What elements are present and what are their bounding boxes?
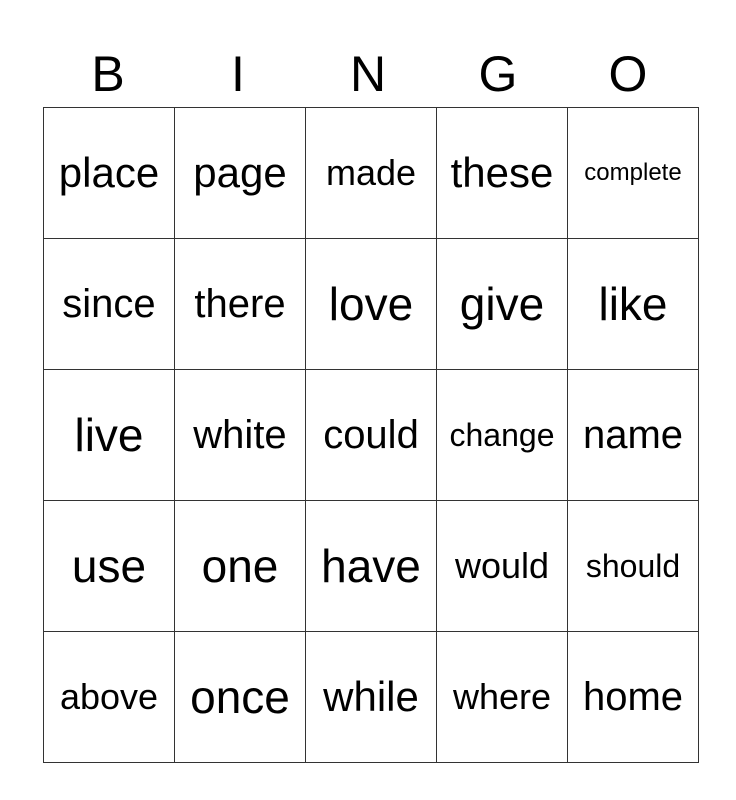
header-letter-b: B: [91, 46, 125, 102]
header-letter-o: O: [608, 46, 648, 102]
bingo-header: [43, 40, 693, 108]
bingo-cell[interactable]: made: [306, 108, 437, 239]
bingo-cell[interactable]: there: [175, 239, 306, 370]
bingo-cell[interactable]: home: [568, 632, 699, 763]
bingo-cell[interactable]: where: [437, 632, 568, 763]
bingo-cell[interactable]: white: [175, 370, 306, 501]
bingo-cell[interactable]: would: [437, 501, 568, 632]
bingo-cell[interactable]: could: [306, 370, 437, 501]
bingo-cell[interactable]: use: [44, 501, 175, 632]
bingo-cell[interactable]: while: [306, 632, 437, 763]
bingo-cell[interactable]: page: [175, 108, 306, 239]
bingo-cell[interactable]: should: [568, 501, 699, 632]
board-row: [44, 501, 699, 632]
bingo-cell[interactable]: live: [44, 370, 175, 501]
bingo-cell[interactable]: love: [306, 239, 437, 370]
bingo-cell[interactable]: place: [44, 108, 175, 239]
bingo-cell[interactable]: change: [437, 370, 568, 501]
board-row: [44, 632, 699, 763]
header-letter-g: G: [478, 46, 518, 102]
board-row: [44, 239, 699, 370]
board-row: [44, 370, 699, 501]
bingo-cell[interactable]: above: [44, 632, 175, 763]
board-row: [44, 108, 699, 239]
bingo-board: [43, 107, 699, 763]
header-letter-n: N: [349, 46, 387, 102]
bingo-cell[interactable]: one: [175, 501, 306, 632]
bingo-cell[interactable]: complete: [568, 108, 699, 239]
header-letter-i: I: [231, 46, 245, 102]
bingo-cell[interactable]: like: [568, 239, 699, 370]
bingo-cell[interactable]: since: [44, 239, 175, 370]
bingo-cell[interactable]: give: [437, 239, 568, 370]
bingo-cell[interactable]: these: [437, 108, 568, 239]
bingo-cell[interactable]: once: [175, 632, 306, 763]
bingo-cell[interactable]: have: [306, 501, 437, 632]
bingo-cell[interactable]: name: [568, 370, 699, 501]
